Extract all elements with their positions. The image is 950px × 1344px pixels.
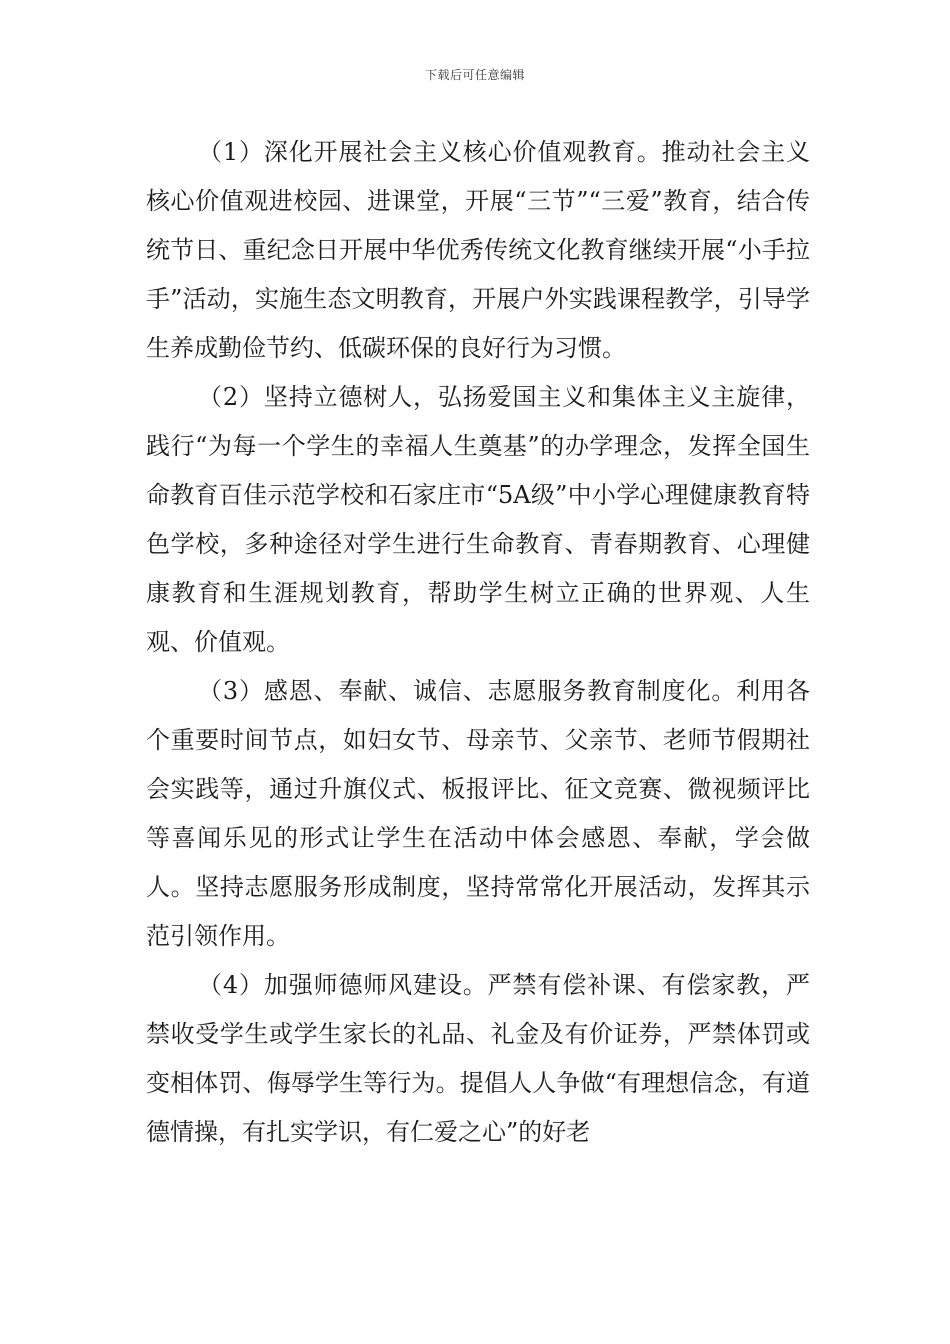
paragraph-2: （2）坚持立德树人，弘扬爱国主义和集体主义主旋律，践行“为每一个学生的幸福人生奠基”的办学理念，发挥全国生命教育百佳示范学校和石家庄市“5A级”中小学心理健康教育特色学校，多种途径对学生进行生命教育、青春期教育、心理健康教育和生涯规划教育，帮助学生树立正确的世界观、人生观、价值观。 xyxy=(146,383,810,656)
paragraph-4: （4）加强师德师风建设。严禁有偿补课、有偿家教，严禁收受学生或学生家长的礼品、礼金及有价证券，严禁体罚或变相体罚、侮辱学生等行为。提倡人人争做“有理想信念，有道德情操，有扎实学识，有仁爱之心”的好老 xyxy=(146,971,810,1146)
document-body xyxy=(146,128,810,1157)
paragraph-1: （1）深化开展社会主义核心价值观教育。推动社会主义核心价值观进校园、进课堂，开展“三节”“三爱”教育，结合传统节日、重纪念日开展中华优秀传统文化教育继续开展“小手拉手”活动，实施生态文明教育，开展户外实践课程教学，引导学生养成勤俭节约、低碳环保的良好行为习惯。 xyxy=(146,138,810,362)
page-header: 下载后可任意编辑 xyxy=(424,68,525,82)
paragraph-3: （3）感恩、奉献、诚信、志愿服务教育制度化。利用各个重要时间节点，如妇女节、母亲节、父亲节、老师节假期社会实践等，通过升旗仪式、板报评比、征文竞赛、微视频评比等喜闻乐见的形式让学生在活动中体会感恩、奉献，学会做人。坚持志愿服务形成制度，坚持常常化开展活动，发挥其示范引领作用。 xyxy=(146,677,810,950)
